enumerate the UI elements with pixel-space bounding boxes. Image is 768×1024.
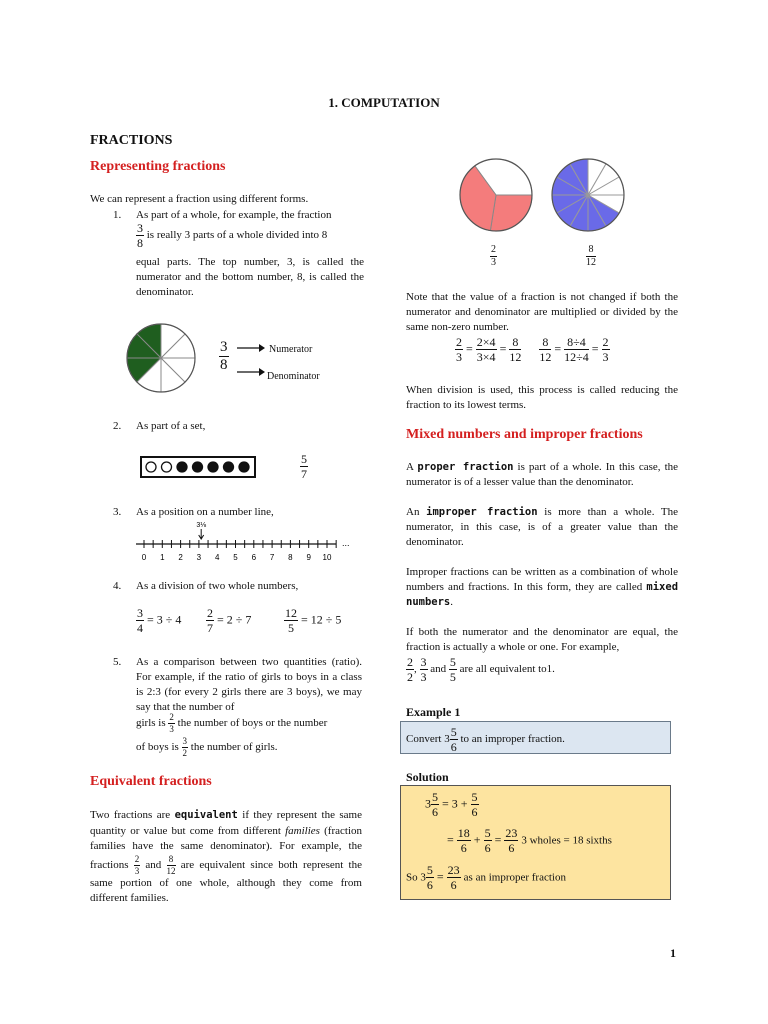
item1-line-c: equal parts. The top number, 3, is called the numerator and the bottom number, 8, is called the denominator. <box>136 256 364 298</box>
item1-line-a: As part of a whole, for example, the fraction <box>136 209 332 221</box>
rep-intro: We can represent a fraction using different forms. <box>90 193 309 205</box>
pie-red-two-thirds <box>458 157 534 233</box>
item2-text: As part of a set, <box>136 420 206 432</box>
division-examples <box>136 607 366 641</box>
pie-caption-a: $\frac{2}{3}$ <box>491 244 496 268</box>
item1-line-b <box>136 222 364 249</box>
marker-label: 3⅛ <box>196 522 207 529</box>
denominator-label: Denominator <box>267 371 320 382</box>
solution-line-2: = $\frac{18}{6}$ + $\frac{5}{6}$ = $\frac{23}{6}$ 3 wholes = 18 sixths <box>447 826 612 855</box>
section-heading: FRACTIONS <box>90 133 173 148</box>
example-label: Example 1 <box>406 705 461 719</box>
page-number: 1 <box>670 946 676 960</box>
list-number: 3. <box>113 506 122 518</box>
equal-examples: $\frac{2}{2}$ , $\frac{3}{3}$ and $\frac{5}{5}$ are all equivalent to1. <box>407 655 555 684</box>
set-box <box>140 456 256 478</box>
reduce-paragraph: When division is used, this process is called reducing the fraction to its lowest terms. <box>406 384 678 411</box>
item5-line-c: of boys is $\frac{3}{2}$ the number of girls. <box>136 736 278 758</box>
diagram-fraction: $\frac{3}{8}$ <box>220 339 228 373</box>
improper-paragraph: An improper fraction is more than a whole. The numerator, in this case, is of a greater value than the denominator. <box>406 506 679 548</box>
set-circle <box>193 462 203 472</box>
solution-label: Solution <box>406 770 449 784</box>
set-circle <box>224 462 234 472</box>
list-number: 5. <box>113 656 122 668</box>
number-line-ellipsis: ... <box>342 538 350 548</box>
arrow-icon <box>237 366 265 378</box>
marker-arrow-icon <box>199 529 204 539</box>
set-circle <box>239 462 249 472</box>
tick-label: 0 <box>141 553 147 562</box>
tick-label: 4 <box>214 553 220 562</box>
list-number: 4. <box>113 580 122 592</box>
division-item: $\frac{12}{5}$ = 12 ÷ 5 <box>285 606 342 635</box>
tick-label: 2 <box>178 553 183 562</box>
example-box <box>400 721 671 754</box>
tick-label: 3 <box>196 553 202 562</box>
tick-label: 7 <box>269 553 275 562</box>
list-number: 2. <box>113 420 122 432</box>
pie-blue-eight-twelfths <box>550 157 626 233</box>
tick-label: 8 <box>288 553 293 562</box>
tick-label: 1 <box>160 553 165 562</box>
tick-label: 10 <box>322 553 332 562</box>
heading-representing: Representing fractions <box>90 159 226 174</box>
pie-caption-b: $\frac{8}{12}$ <box>586 244 596 268</box>
page-title: 1. COMPUTATION <box>328 95 440 110</box>
equivalent-paragraph: Two fractions are equivalent if they represent the same quantity or value but come from different families (fraction families have the same denominator). For example, the fractions $\frac{2}{3}$ and $\frac{8}{12}$ are equivalent since both represent the same portion of one whole, although they come from different families. <box>90 809 363 904</box>
item5-text: As a comparison between two quantities (ratio). For example, if the ratio of girls to boys in a class is 2:3 (for every 2 girls there are 3 boys), we may say that the number of <box>136 656 362 713</box>
item5-line-b: girls is $\frac{2}{3}$ the number of boys or the number <box>136 712 328 734</box>
note-paragraph: Note that the value of a fraction is not changed if both the numerator and denominator are multiplied or divided by the same non-zero number. <box>406 291 678 333</box>
set-circles <box>142 458 254 476</box>
item4-text: As a division of two whole numbers, <box>136 580 299 592</box>
arrow-icon <box>237 342 265 354</box>
set-circle <box>162 462 172 472</box>
set-circle <box>177 462 187 472</box>
pie-green-three-eighths <box>125 322 197 394</box>
tick-label: 9 <box>306 553 311 562</box>
mixed-paragraph: Improper fractions can be written as a combination of whole numbers and fractions. In this form, they are called mixed numbers. <box>406 566 679 608</box>
heading-mixed: Mixed numbers and improper fractions <box>406 427 643 442</box>
tick-label: 6 <box>251 553 257 562</box>
pie-slice <box>490 195 532 231</box>
set-circle <box>146 462 156 472</box>
heading-equivalent: Equivalent fractions <box>90 774 212 789</box>
number-line <box>132 518 362 564</box>
solution-line-3: So 3 $\frac{5}{6}$ = $\frac{23}{6}$ as an improper fraction <box>406 863 566 892</box>
solution-box <box>400 785 671 900</box>
item3-text: As a position on a number line, <box>136 506 274 518</box>
item1-text: is really 3 parts of a whole divided into 8 <box>146 229 328 242</box>
example-text: Convert 3 $\frac{5}{6}$ to an improper fraction. <box>406 725 565 754</box>
division-item: $\frac{3}{4}$ = 3 ÷ 4 <box>137 606 182 635</box>
list-number: 1. <box>113 209 122 221</box>
proper-paragraph: A proper fraction is part of a whole. In this case, the numerator is of a lesser value than the denominator. <box>406 461 679 488</box>
equal-paragraph: If both the numerator and the denominator are equal, the fraction is actually a whole or one. For example, <box>406 626 678 653</box>
set-fraction: $\frac{5}{7}$ <box>301 452 307 481</box>
fraction: $\frac{3}{8}$ <box>137 221 143 250</box>
solution-line-1: 3 $\frac{5}{6}$ = 3 + $\frac{5}{6}$ <box>425 790 478 819</box>
tick-label: 5 <box>233 553 238 562</box>
numerator-label: Numerator <box>269 344 313 355</box>
set-circle <box>208 462 218 472</box>
equation-row: $\frac{2}{3}$ = $\frac{2\times 4}{3\times 4}$ = $\frac{8}{12}$ $\frac{8}{12}$ = $\frac{8\div 4}{12\div 4}$ = $\frac{2}{3}$ <box>456 335 609 364</box>
division-item: $\frac{2}{7}$ = 2 ÷ 7 <box>207 606 252 635</box>
